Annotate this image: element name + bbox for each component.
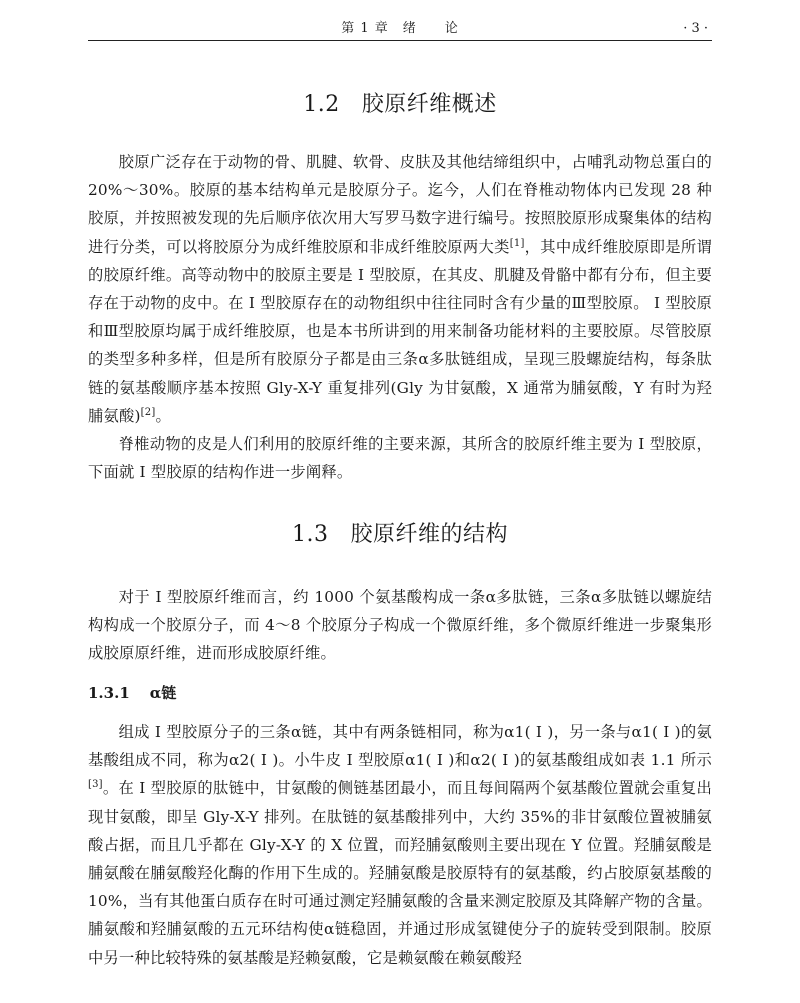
chapter-title: 第 1 章 绪 论 xyxy=(341,21,459,36)
text-run: ，其中成纤维胶原即是所谓的胶原纤维。高等动物中的胶原主要是 I 型胶原，在其皮、肌腱及骨骼中都有分布，但主要存在于动物的皮中。在 I 型胶原存在的动物组织中往往同时含有少量的Ⅲ型胶原。 I 型胶原和Ⅲ型胶原均属于成纤维胶原，也是本书所讲到的用来制备功能材料的主要胶原。尽管胶原的类型多种多样，但是所有胶原分子都是由三条α多肽链组成，呈现三股螺旋结构，每条肽链的氨基酸顺序基本按照 Gly-X-Y 重复排列(Gly 为甘氨酸，X 通常为脯氨酸，Y 有时为羟脯氨酸) xyxy=(88,237,713,425)
paragraph-fiber-structure xyxy=(88,583,712,668)
section-heading-1-3 xyxy=(88,520,712,550)
subsection-heading-1-3-1 xyxy=(88,681,712,705)
page-number: · 3 · xyxy=(683,21,708,36)
text-run: 对于 I 型胶原纤维而言，约 1000 个氨基酸构成一条α多肽链，三条α多肽链以螺旋结构构成一个胶原分子，而 4～8 个胶原分子构成一个微原纤维，多个微原纤维进一步聚集形成胶原原纤维，进而形成胶原纤维。 xyxy=(88,588,712,663)
section-title: 胶原纤维概述 xyxy=(361,92,497,117)
section-heading-1-2 xyxy=(88,90,712,120)
text-run: 。在 I 型胶原的肽链中，甘氨酸的侧链基团最小，而且每间隔两个氨基酸位置就会重复出现甘氨酸，即呈 Gly-X-Y 排列。在肽链的氨基酸排列中，大约 35%的非甘氨酸位置被脯氨酸占据，而且几乎都在 Gly-X-Y 的 X 位置，而羟脯氨酸则主要出现在 Y 位置。羟脯氨酸是脯氨酸在脯氨酸羟化酶的作用下生成的。羟脯氨酸是胶原特有的氨基酸，约占胶原氨基酸的 10%，当有其他蛋白质存在时可通过测定羟脯氨酸的含量来测定胶原及其降解产物的含量。脯氨酸和羟脯氨酸的五元环结构使α链稳固，并通过形成氢键使分子的旋转受到限制。胶原中另一种比较特殊的氨基酸是羟赖氨酸，它是赖氨酸在赖氨酸羟 xyxy=(88,779,712,967)
text-run: 胶原广泛存在于动物的骨、肌腱、软骨、皮肤及其他结缔组织中，占哺乳动物总蛋白的 20%～30%。胶原的基本结构单元是胶原分子。迄今，人们在脊椎动物体内已发现 28 种胶原，并按照被发现的先后顺序依次用大写罗马数字进行编号。按照胶原形成聚集体的结构进行分类，可以将胶原分为成纤维胶原和非成纤维胶原两大类 xyxy=(88,153,712,256)
text-run: 组成 I 型胶原分子的三条α链，其中有两条链相同，称为α1( I )，另一条与α1( I )的氨基酸组成不同，称为α2( I )。小牛皮 I 型胶原α1( I )和α2( I )的氨基酸组成如表 1.1 所示 xyxy=(88,723,712,770)
section-title: 胶原纤维的结构 xyxy=(350,522,508,547)
paragraph-skin-source xyxy=(88,430,712,486)
text-run: 脊椎动物的皮是人们利用的胶原纤维的主要来源，其所含的胶原纤维主要为 I 型胶原，下面就 I 型胶原的结构作进一步阐释。 xyxy=(88,435,712,482)
citation-2: [2] xyxy=(140,406,156,418)
citation-1: [1] xyxy=(509,237,525,249)
section-number: 1.2 xyxy=(303,92,340,117)
running-header xyxy=(88,18,712,41)
paragraph-alpha-chain xyxy=(88,718,712,972)
subsection-number: 1.3.1 xyxy=(88,684,130,702)
paragraph-collagen-overview xyxy=(88,148,712,430)
text-run: 。 xyxy=(155,406,171,425)
subsection-title: α链 xyxy=(149,684,177,702)
section-number: 1.3 xyxy=(291,522,329,547)
citation-3: [3] xyxy=(88,779,103,791)
